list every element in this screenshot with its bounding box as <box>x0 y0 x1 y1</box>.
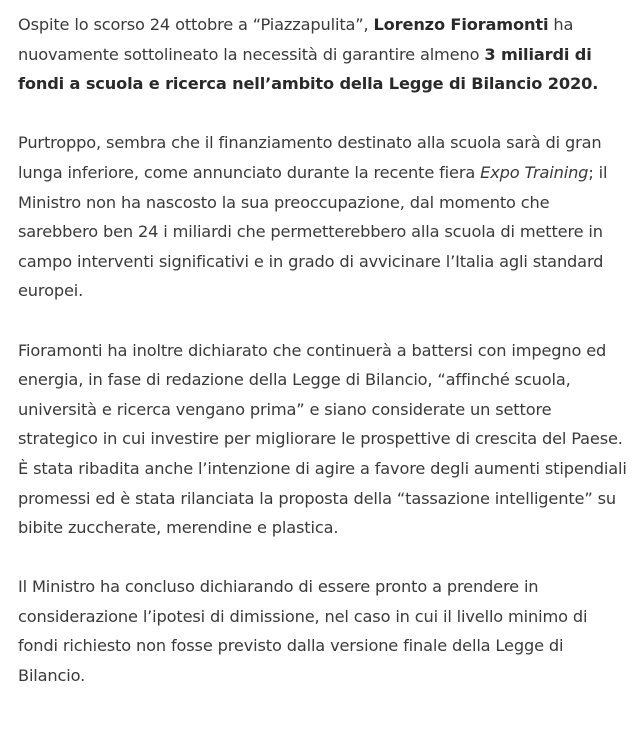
paragraph-conclusion: Il Ministro ha concluso dichiarando di essere pronto a prendere in considerazione l’ipotesi di dimissione, nel caso in cui il livello minimo di fondi richiesto non fosse previsto dalla versione finale della Legge di Bilancio. <box>18 577 588 686</box>
intro-text-middle: ha nuovamente sottolineato la necessità di garantire almeno <box>18 15 574 64</box>
funding-highlight: 3 miliardi di fondi a scuola e ricerca nell’ambito della Legge di Bilancio 2020. <box>18 44 599 94</box>
funding-text-start: Purtroppo, sembra che il finanziamento destinato alla scuola sarà di gran lunga inferiore, come annunciato durante la recente fiera <box>18 133 602 182</box>
expo-training-name: Expo Training <box>480 162 589 182</box>
funding-text-end: ; il Ministro non ha nascosto la sua preoccupazione, dal momento che sarebbero ben 24 i miliardi che permetterebbero alla scuola di mettere in campo interventi significativi e in grado di avvicinare l’Italia agli standard europei. <box>18 162 608 301</box>
paragraph-intro <box>18 10 628 99</box>
paragraph-funding <box>18 128 628 306</box>
article-body <box>18 10 628 720</box>
minister-name: Lorenzo Fioramonti <box>373 15 549 34</box>
paragraph-commitment: Fioramonti ha inoltre dichiarato che continuerà a battersi con impegno ed energia, in fase di redazione della Legge di Bilancio, “affinché scuola, università e ricerca vengano prima” e siano considerate un settore strategico in cui investire per migliorare le prospettive di crescita del Paese. È stata ribadita anche l’intenzione di agire a favore degli aumenti stipendiali promessi ed è stata rilanciata la proposta della “tassazione intelligente” su bibite zuccherate, merendine e plastica. <box>18 340 627 538</box>
intro-text-start: Ospite lo scorso 24 ottobre a “Piazzapulita”, <box>18 15 374 34</box>
